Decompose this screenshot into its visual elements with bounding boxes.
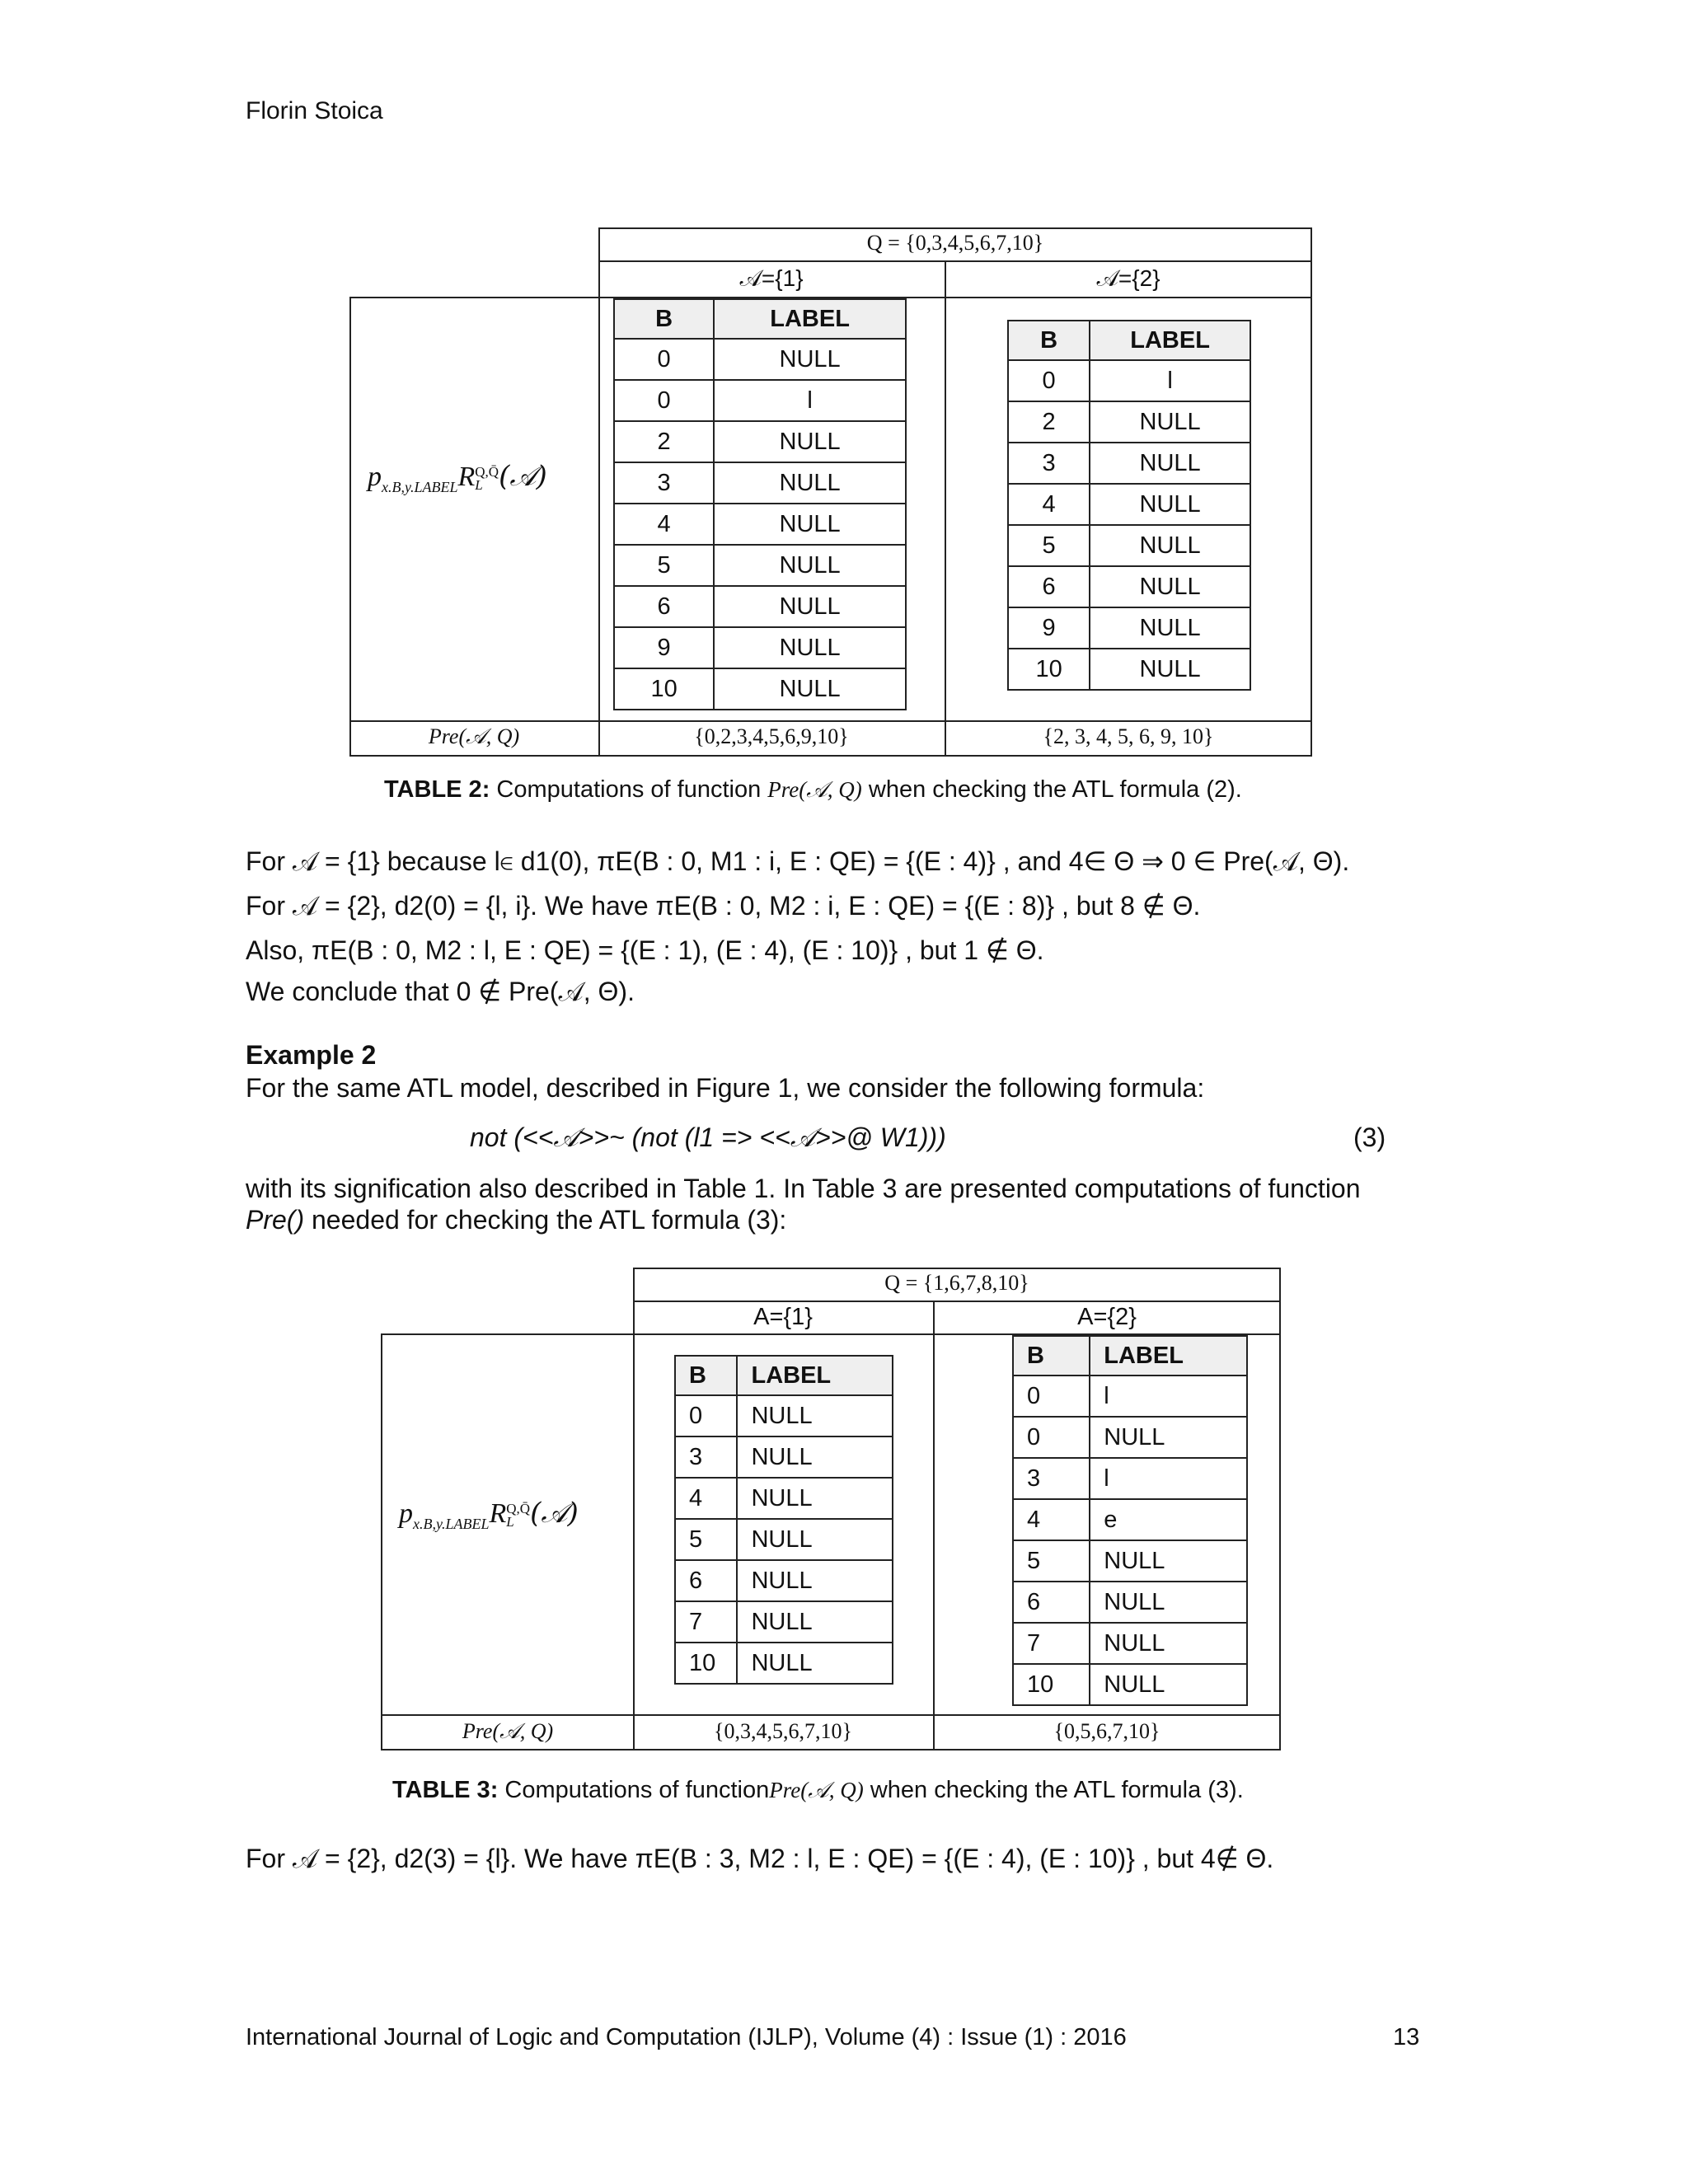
table-2-caption: TABLE 2: Computations of function Pre(𝒜, Q) when checking the ATL formula (2). xyxy=(384,776,1242,803)
table-row: 2 NULL xyxy=(1008,401,1250,443)
table-2-pre-label: Pre(𝒜, Q) xyxy=(428,724,520,748)
table-row: 6 NULL xyxy=(1013,1582,1247,1623)
running-header-author: Florin Stoica xyxy=(246,97,383,124)
example-2-intro: For the same ATL model, described in Figure 1, we consider the following formula: xyxy=(246,1073,1205,1103)
body-line-4: We conclude that 0 ∉ Pre(𝒜, Θ). xyxy=(246,977,635,1006)
table-2-right-inner xyxy=(1007,320,1251,691)
table-row: 10 NULL xyxy=(675,1643,893,1684)
table-3-q-set: Q = {1,6,7,8,10} xyxy=(884,1271,1029,1295)
inner-header-label: LABEL xyxy=(714,299,906,339)
table-3-row-label: $p_{x.B,y.LABEL}R$ Q,Q̄ L (𝒜) xyxy=(399,1497,579,1532)
table-row: 5 NULL xyxy=(1008,525,1250,566)
example-2-after-2: Pre() needed for checking the ATL formula (3): xyxy=(246,1205,787,1235)
table-3-right-inner xyxy=(1012,1335,1248,1706)
formula-3-number: (3) xyxy=(1353,1122,1386,1152)
table-row: 5 NULL xyxy=(1013,1540,1247,1582)
table-2-q-set: Q = {0,3,4,5,6,7,10} xyxy=(866,231,1044,255)
table-2-left-inner xyxy=(613,298,907,710)
table-row: 6 NULL xyxy=(675,1560,893,1601)
table-row: 0 NULL xyxy=(1013,1417,1247,1458)
table-row: 3 l xyxy=(1013,1458,1247,1499)
table-row: 3 NULL xyxy=(675,1436,893,1478)
body-line-1: For 𝒜 = {1} because l∈ d1(0), πE(B : 0, M1 : i, E : QE) = {(E : 4)} , and 4∈ Θ ⇒ 0 ∈ Pre(𝒜, Θ). xyxy=(246,846,1350,876)
table-3-pre-label: Pre(𝒜, Q) xyxy=(462,1719,554,1743)
table-row: 7 NULL xyxy=(675,1601,893,1643)
table-row: 4 e xyxy=(1013,1499,1247,1540)
body-line-2: For 𝒜 = {2}, d2(0) = {l, i}. We have πE(B : 0, M2 : i, E : QE) = {(E : 8)} , but 8 ∉ Θ. xyxy=(246,891,1201,921)
example-2-heading: Example 2 xyxy=(246,1040,377,1070)
table-row: 10 NULL xyxy=(1008,649,1250,690)
table-3-left-inner xyxy=(674,1355,893,1685)
table-row: 3 NULL xyxy=(1008,443,1250,484)
table-2-col1-head: 𝒜={1} xyxy=(739,265,804,291)
table-2-row-label: $p_{x.B,y.LABEL}R$ Q,Q̄ L (𝒜) xyxy=(368,460,547,495)
table-row: 0 l xyxy=(1013,1376,1247,1417)
table-row: 10 NULL xyxy=(1013,1664,1247,1705)
example-2-after-1: with its signification also described in Table 1. In Table 3 are presented computations of function xyxy=(246,1174,1361,1203)
table-row: 9 NULL xyxy=(1008,607,1250,649)
inner-header-label: LABEL xyxy=(1090,321,1250,360)
inner-header-label: LABEL xyxy=(1090,1336,1247,1376)
table-row: 5 NULL xyxy=(614,545,906,586)
table-2-frame-left xyxy=(349,297,600,757)
table-3-col2-head: A={2} xyxy=(1077,1304,1137,1330)
table-row: 9 NULL xyxy=(614,627,906,668)
table-2-pre-left: {0,2,3,4,5,6,9,10} xyxy=(694,724,849,748)
table-row: 0 NULL xyxy=(614,339,906,380)
inner-header-label: LABEL xyxy=(737,1356,893,1395)
inner-header-b: B xyxy=(614,299,714,339)
inner-header-b: B xyxy=(675,1356,737,1395)
table-row: 4 NULL xyxy=(614,504,906,545)
table-3-pre-left: {0,3,4,5,6,7,10} xyxy=(714,1719,852,1743)
table-row: 4 NULL xyxy=(675,1478,893,1519)
table-2-col2-head: 𝒜={2} xyxy=(1096,265,1160,291)
table-3-col1-head: A={1} xyxy=(753,1304,813,1330)
table-row: 3 NULL xyxy=(614,462,906,504)
table-row: 6 NULL xyxy=(1008,566,1250,607)
table-row: 5 NULL xyxy=(675,1519,893,1560)
table-row: 0 l xyxy=(1008,360,1250,401)
table-2-pre-right: {2, 3, 4, 5, 6, 9, 10} xyxy=(1043,724,1214,748)
inner-header-b: B xyxy=(1008,321,1090,360)
formula-3: not (<<𝒜>>~ (not (l1 => <<𝒜>>@ W1))) xyxy=(470,1122,946,1152)
table-row: 0 l xyxy=(614,380,906,421)
table-row: 4 NULL xyxy=(1008,484,1250,525)
table-row: 10 NULL xyxy=(614,668,906,710)
table-3-caption: TABLE 3: Computations of functionPre(𝒜, Q) when checking the ATL formula (3). xyxy=(392,1777,1244,1803)
table-row: 2 NULL xyxy=(614,421,906,462)
page-number: 13 xyxy=(1393,2024,1420,2050)
body-line-3: Also, πE(B : 0, M2 : l, E : QE) = {(E : 1), (E : 4), (E : 10)} , but 1 ∉ Θ. xyxy=(246,935,1044,965)
table-3-frame-left xyxy=(381,1333,635,1750)
table-row: 7 NULL xyxy=(1013,1623,1247,1664)
footer-journal: International Journal of Logic and Computation (IJLP), Volume (4) : Issue (1) : 2016 xyxy=(246,2024,1127,2050)
table-row: 6 NULL xyxy=(614,586,906,627)
body-2-line-1: For 𝒜 = {2}, d2(3) = {l}. We have πE(B : 3, M2 : l, E : QE) = {(E : 4), (E : 10)} , but 4∉ Θ. xyxy=(246,1844,1274,1873)
table-row: 0 NULL xyxy=(675,1395,893,1436)
inner-header-b: B xyxy=(1013,1336,1090,1376)
table-3-pre-right: {0,5,6,7,10} xyxy=(1053,1719,1160,1743)
